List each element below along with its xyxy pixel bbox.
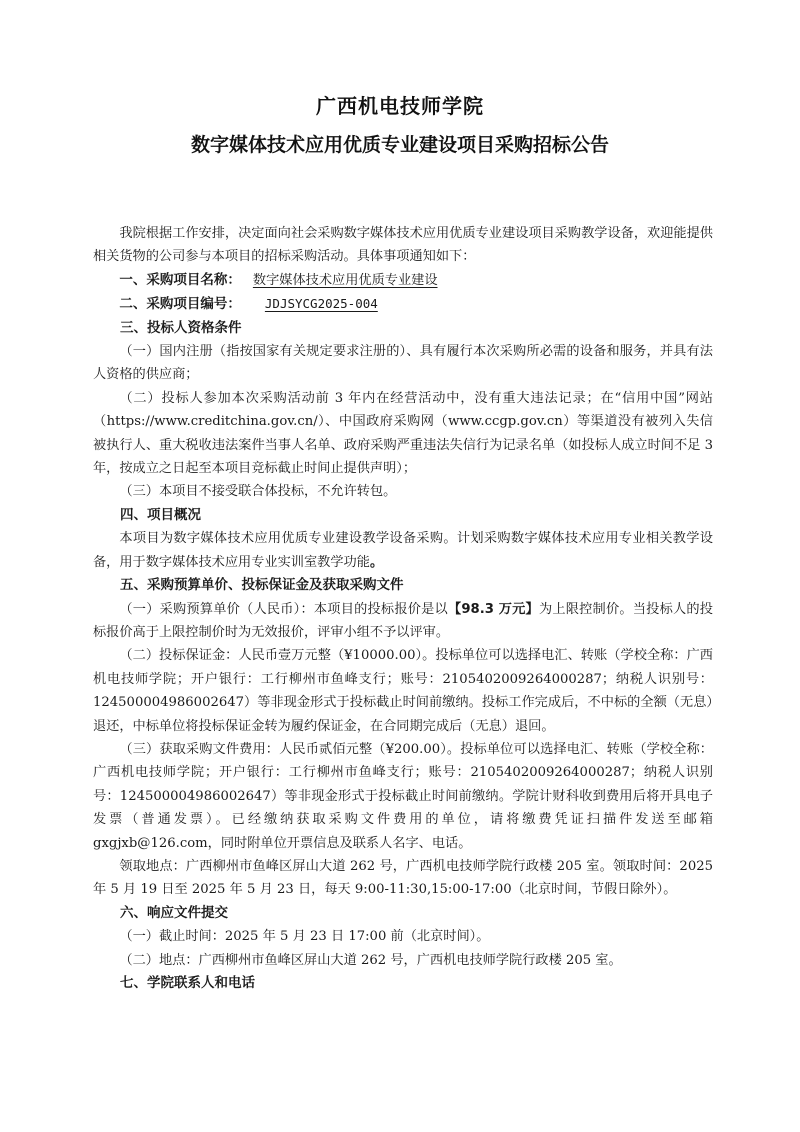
section-6-paragraph-2: （二）地点：广西柳州市鱼峰区屏山大道 262 号，广西机电技师学院行政楼 205 室。 [119, 952, 622, 968]
section-1-heading: 一、采购项目名称： [119, 271, 241, 288]
section-4-text: 本项目为数字媒体技术应用优质专业建设教学设备采购。计划采购数字媒体技术应用专业相关教学设备，用于数字媒体技术应用专业实训室教学功能 [93, 531, 713, 570]
section-3-paragraph-3: （三）本项目不接受联合体投标，不允许转包。 [119, 484, 397, 500]
page-title: 广西机电技师学院 [316, 94, 484, 118]
section-5-heading: 五、采购预算单价、投标保证金及获取采购文件 [120, 577, 404, 594]
section-6-heading: 六、响应文件提交 [120, 904, 228, 921]
section-2 [93, 292, 713, 316]
section-3-paragraph-1: （一）国内注册（指按国家有关规定要求注册的）、具有履行本次采购所必需的设备和服务，并具有法人资格的供应商； [93, 344, 713, 383]
intro-paragraph: 我院根据工作安排，决定面向社会采购数字媒体技术应用优质专业建设项目采购教学设备，欢迎能提供相关货物的公司参与本项目的招标采购活动。具体事项通知如下： [93, 226, 713, 265]
section-4-period: 。 [369, 554, 384, 570]
page-subtitle: 数字媒体技术应用优质专业建设项目采购招标公告 [190, 134, 609, 156]
budget-text-lead: （一）采购预算单价（人民币）：本项目的投标报价是以 [119, 601, 448, 617]
document-body [93, 222, 713, 995]
section-2-heading: 二、采购项目编号： [119, 296, 241, 313]
section-7-heading: 七、学院联系人和电话 [120, 975, 255, 991]
project-name-value: 数字媒体技术应用优质专业建设 [252, 272, 438, 288]
section-5-paragraph-4: 领取地点：广西柳州市鱼峰区屏山大道 262 号，广西机电技师学院行政楼 205 室。领取时间：2025 年 5 月 19 日至 2025 年 5 月 23 日，每天 9:00-11:30,15:00-17:00（北京时间，节假日除外）。 [93, 858, 713, 898]
section-4-heading: 四、项目概况 [120, 506, 201, 523]
section-4-paragraph-1 [93, 527, 713, 574]
section-3-paragraph-2: （二）投标人参加本次采购活动前 3 年内在经营活动中，没有重大违法记录；在“信用中国”网站（https://www.creditchina.gov.cn/）、中国政府采购网（www.ccgp.gov.cn）等渠道没有被列入失信被执行人、重大税收违法案件当事人名单、政府采购严重违法失信行为记录名单（如投标人成立时间不足 3 年，按成立之日起至本项目竞标截止时间止提供声明）； [93, 390, 713, 477]
section-5-paragraph-3: （三）获取采购文件费用：人民币贰佰元整（¥200.00）。投标单位可以选择电汇、转账（学校全称：广西机电技师学院；开户银行：工行柳州市鱼峰支行；账号：2105402009264000287；纳税人识别号：124500004986002647）等非现金形式于投标截止时间前缴纳。学院计财科收到费用后将开具电子发票（普通发票）。已经缴纳获取采购文件费用的单位，请将缴费凭证扫描件发送至邮箱gxgjxb@126.com，同时附单位开票信息及联系人名字、电话。 [93, 741, 713, 851]
budget-text-tail: 为上限控制价。当投标人的投标报价高于上限控制价时为无效报价，评审小组不予以评审。 [93, 601, 713, 640]
section-6-paragraph-1: （一）截止时间：2025 年 5 月 23 日 17:00 前（北京时间）。 [119, 929, 490, 945]
section-3-heading: 三、投标人资格条件 [120, 319, 242, 336]
section-1 [93, 269, 713, 292]
section-5-paragraph-2: （二）投标保证金：人民币壹万元整（¥10000.00）。投标单位可以选择电汇、转账（学校全称：广西机电技师学院；开户银行：工行柳州市鱼峰支行；账号：2105402009264000287；纳税人识别号：124500004986002647）等非现金形式于投标截止时间前缴纳。投标工作完成后，不中标的全额（无息）退还，中标单位将投标保证金转为履约保证金，在合同期完成后（无息）退回。 [93, 648, 713, 734]
project-number-value: JDJSYCG2025-004 [264, 296, 378, 312]
budget-amount: 【98.3 万元】 [447, 601, 539, 617]
section-5-paragraph-1 [93, 598, 713, 645]
